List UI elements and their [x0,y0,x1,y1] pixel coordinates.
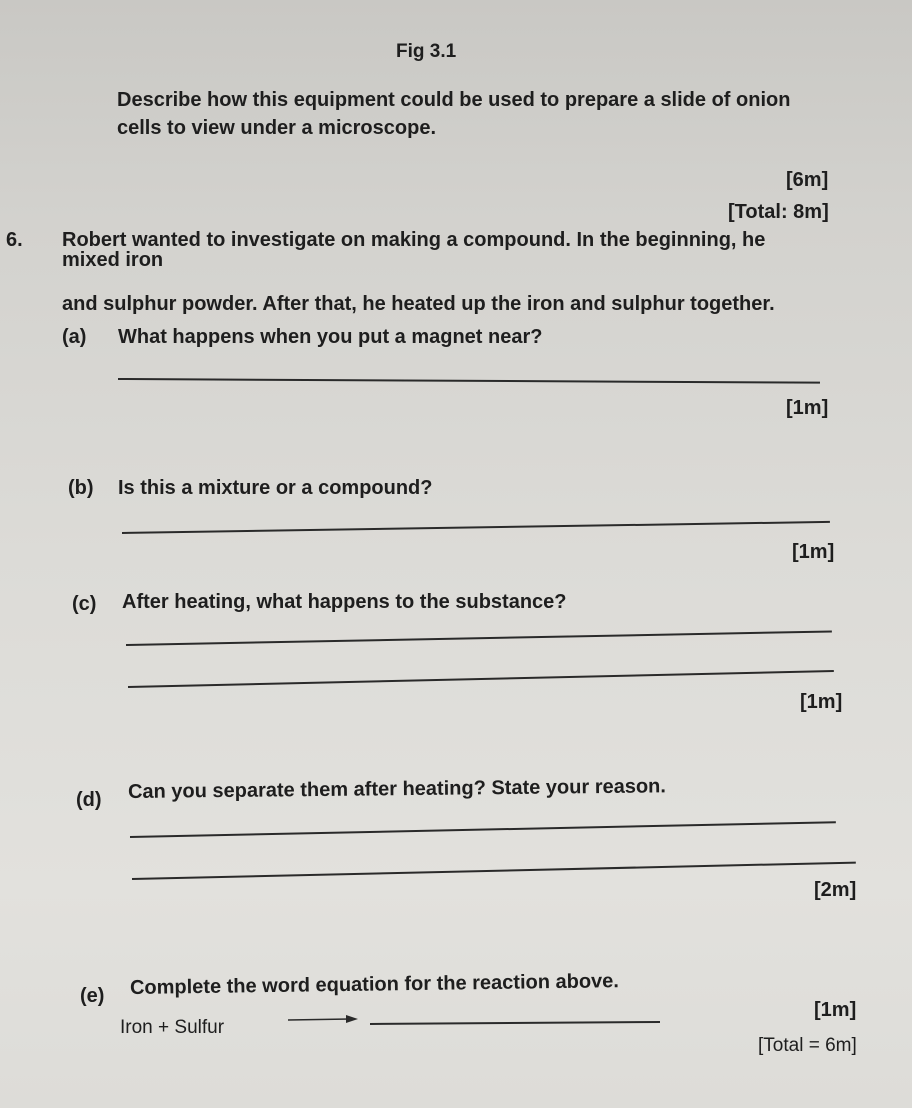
part-a-question: What happens when you put a magnet near? [118,326,543,348]
q6-intro-line-1: Robert wanted to investigate on making a compound. In the beginning, he [62,229,766,251]
part-e-question: Complete the word equation for the reaction above. [129,970,620,999]
q6-total: [Total = 6m] [758,1035,857,1056]
figure-caption: Fig 3.1 [396,41,457,62]
part-c-answer-line-2[interactable] [128,670,834,688]
part-b-label: (b) [68,477,94,499]
part-b-answer-line[interactable] [122,521,830,534]
part-d-question: Can you separate them after heating? State your reason. [127,775,667,803]
part-e-label: (e) [80,985,105,1007]
part-d-answer-line-2[interactable] [132,862,856,880]
part-b-marks: [1m] [792,541,835,563]
part-c-marks: [1m] [800,691,843,713]
equation-left: Iron + Sulfur [120,1017,225,1038]
q5-text-line-2: cells to view under a microscope. [117,117,437,139]
q5-marks: [6m] [786,169,829,191]
part-c-label: (c) [72,593,97,615]
part-b-question: Is this a mixture or a compound? [118,477,433,499]
part-d-label: (d) [76,789,102,811]
part-c-answer-line-1[interactable] [126,630,832,645]
q5-text-line-1: Describe how this equipment could be used to prepare a slide of onion [117,89,791,111]
q6-number: 6. [6,229,23,251]
part-d-marks: [2m] [814,879,857,901]
part-e-marks: [1m] [814,999,857,1021]
q5-total: [Total: 8m] [728,201,829,223]
reaction-arrow-icon [288,1012,368,1026]
part-a-marks: [1m] [786,397,829,419]
part-a-answer-line[interactable] [118,378,820,383]
equation-product-answer-line[interactable] [370,1021,660,1025]
part-c-question: After heating, what happens to the substance? [122,591,567,613]
part-d-answer-line-1[interactable] [130,821,836,837]
part-a-label: (a) [62,326,87,348]
q6-intro-line-3: and sulphur powder. After that, he heated up the iron and sulphur together. [62,293,775,315]
q6-intro-line-2: mixed iron [62,249,164,271]
